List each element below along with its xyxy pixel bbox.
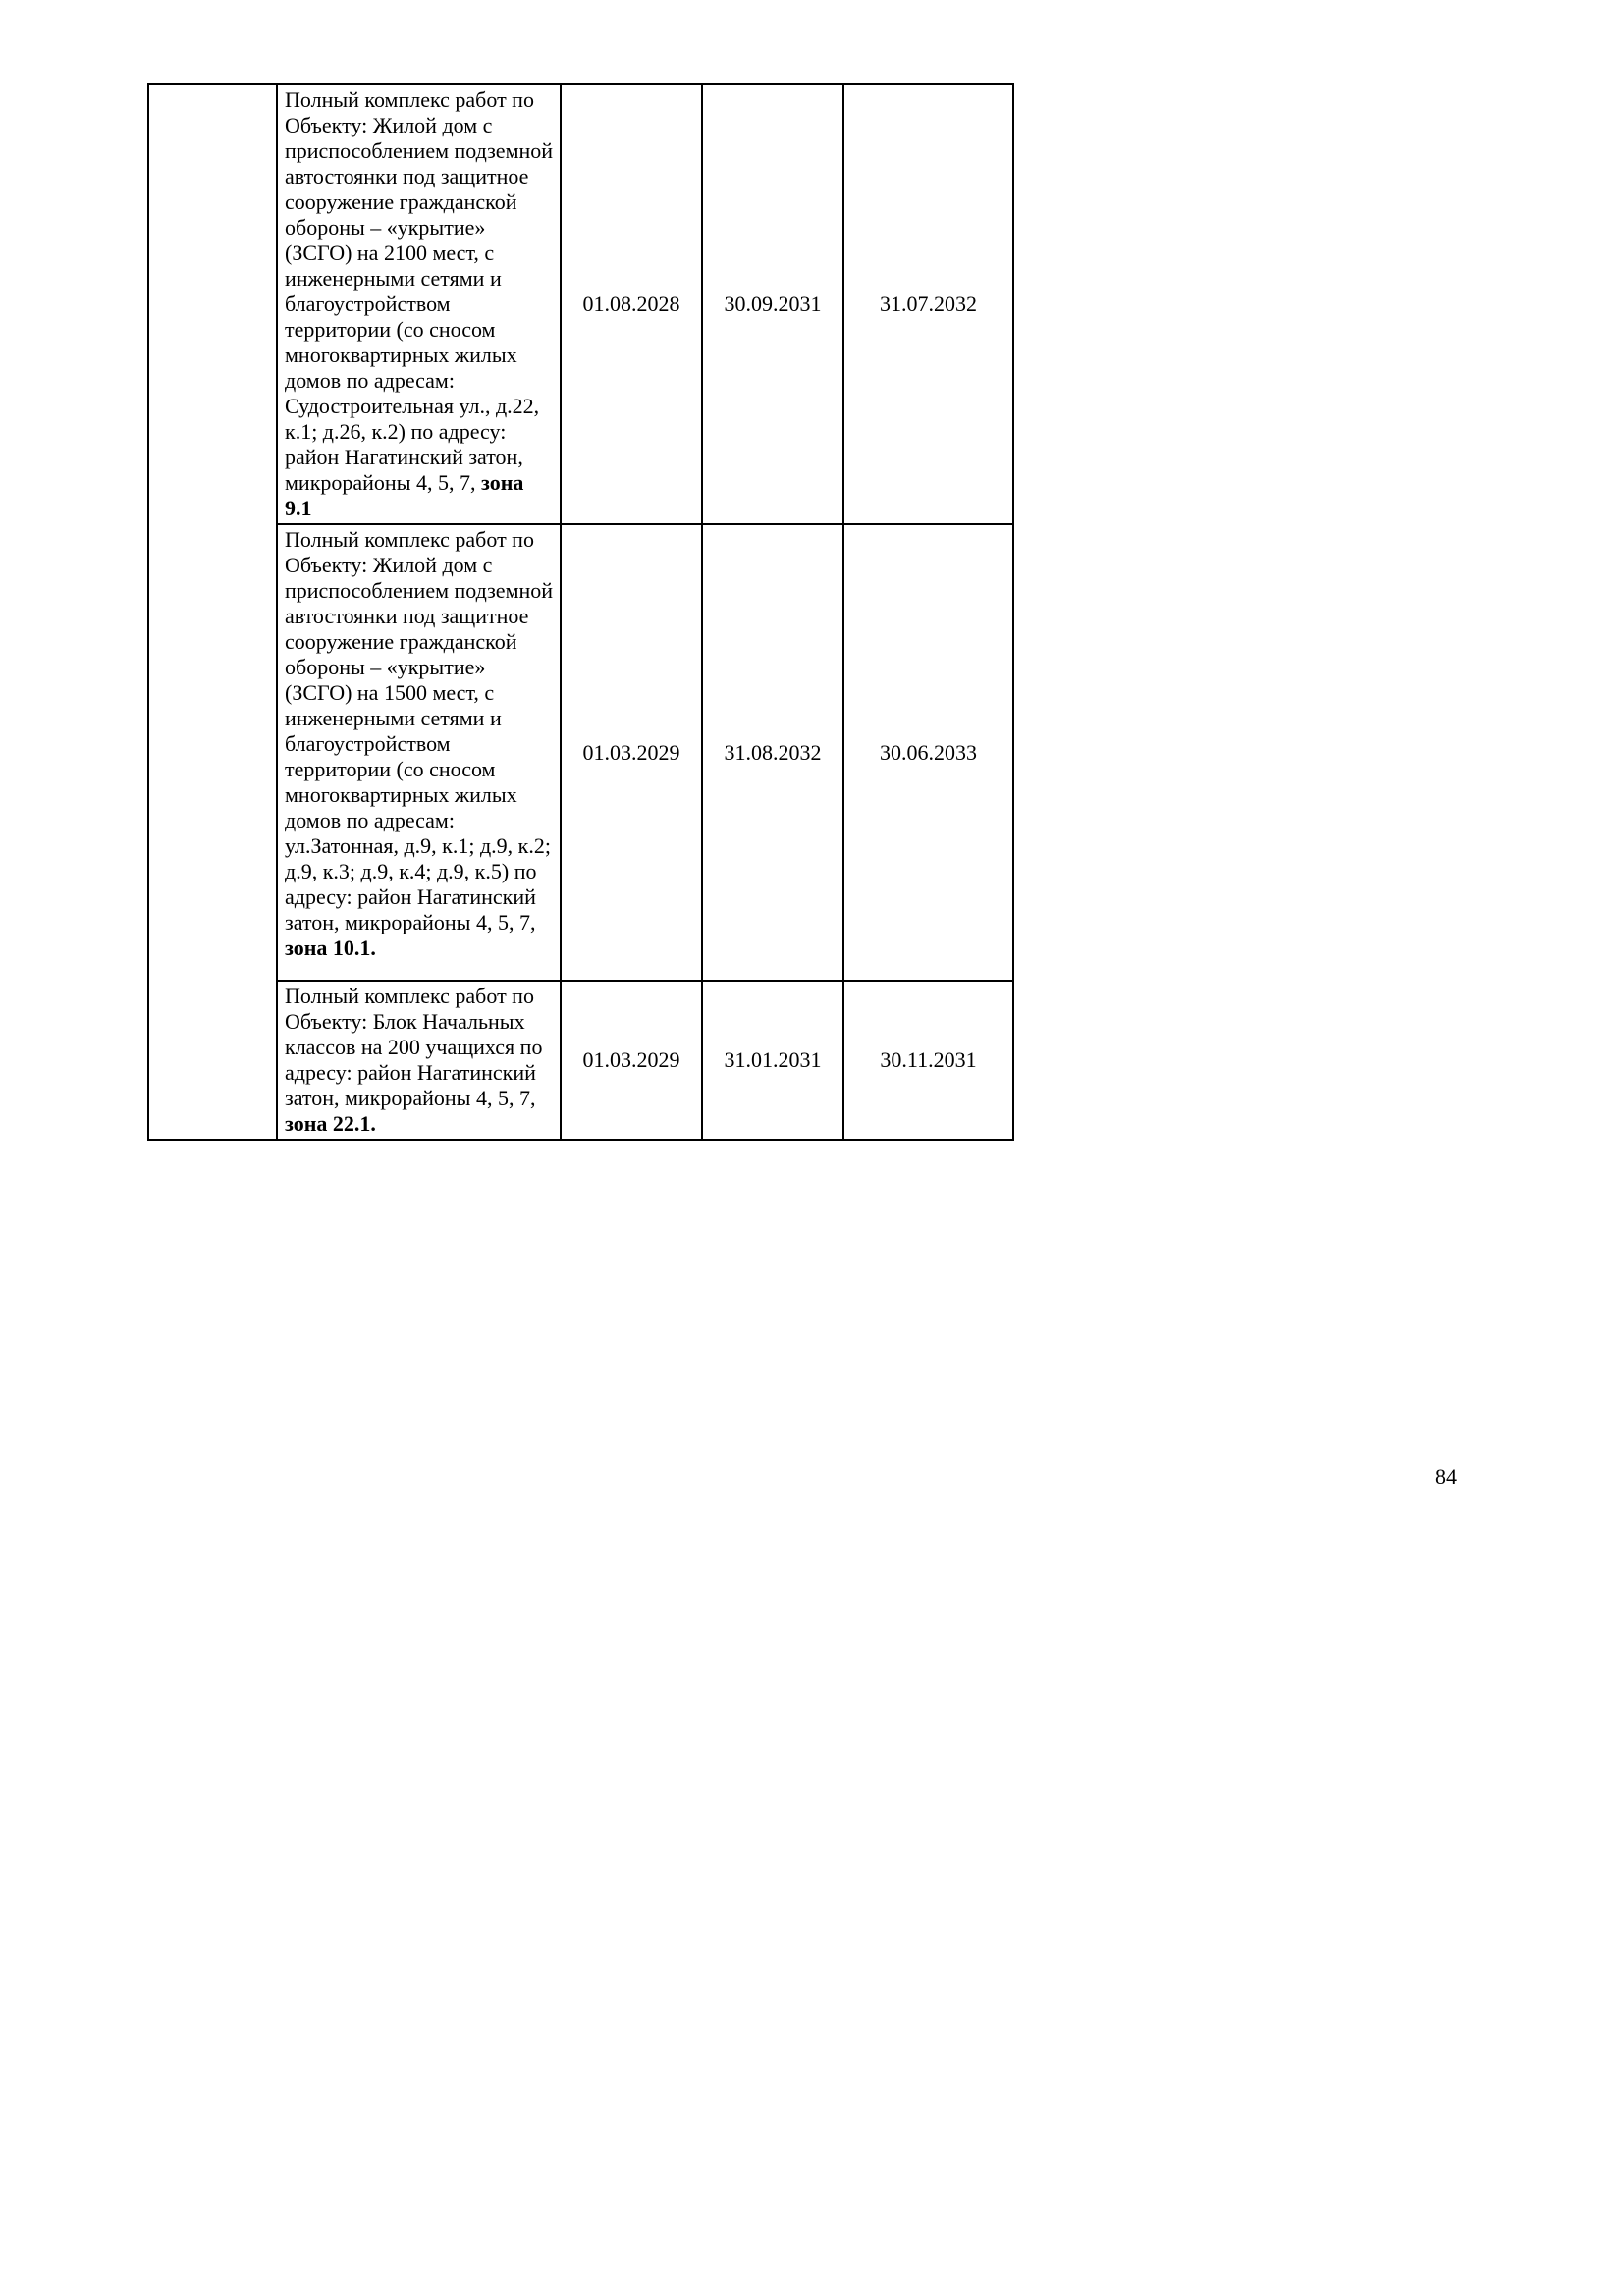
- description-zone: зона 22.1.: [285, 1111, 376, 1136]
- start-date-cell: 01.03.2029: [561, 524, 702, 981]
- start-date-cell: 01.08.2028: [561, 84, 702, 524]
- description-cell: [277, 524, 561, 981]
- table-row: [148, 524, 1013, 981]
- start-date-cell: 01.03.2029: [561, 981, 702, 1140]
- schedule-table: [147, 83, 1014, 1141]
- description-cell: [277, 84, 561, 524]
- table-row: [148, 84, 1013, 524]
- spacer-cell: [148, 84, 277, 1140]
- description-text: Полный комплекс работ по Объекту: Блок Начальных классов на 200 учащихся по адресу: район Нагатинский затон, микрорайоны 4, 5, 7,: [285, 984, 543, 1110]
- description-zone: зона 10.1.: [285, 935, 376, 960]
- table-row: [148, 981, 1013, 1140]
- end-date-cell: 31.07.2032: [843, 84, 1013, 524]
- description-zone: зона 9.1: [285, 470, 524, 520]
- description-text: Полный комплекс работ по Объекту: Жилой дом с приспособлением подземной автостоянки под защитное сооружение гражданской обороны – «укрытие» (ЗСГО) на 1500 мест, с инженерными сетями и благоустройством территории (со сносом многоквартирных жилых домов по адресам: ул.Затонная, д.9, к.1; д.9, к.2; д.9, к.3; д.9, к.4; д.9, к.5) по адресу: район Нагатинский затон, микрорайоны 4, 5, 7,: [285, 527, 554, 934]
- mid-date-cell: 31.08.2032: [702, 524, 843, 981]
- end-date-cell: 30.11.2031: [843, 981, 1013, 1140]
- end-date-cell: 30.06.2033: [843, 524, 1013, 981]
- page-number: 84: [1435, 1465, 1457, 1489]
- description-cell: [277, 981, 561, 1140]
- mid-date-cell: 30.09.2031: [702, 84, 843, 524]
- description-text: Полный комплекс работ по Объекту: Жилой дом с приспособлением подземной автостоянки под защитное сооружение гражданской обороны – «укрытие» (ЗСГО) на 2100 мест, с инженерными сетями и благоустройством территории (со сносом многоквартирных жилых домов по адресам: Судостроительная ул., д.22, к.1; д.26, к.2) по адресу: район Нагатинский затон, микрорайоны 4, 5, 7,: [285, 87, 554, 495]
- mid-date-cell: 31.01.2031: [702, 981, 843, 1140]
